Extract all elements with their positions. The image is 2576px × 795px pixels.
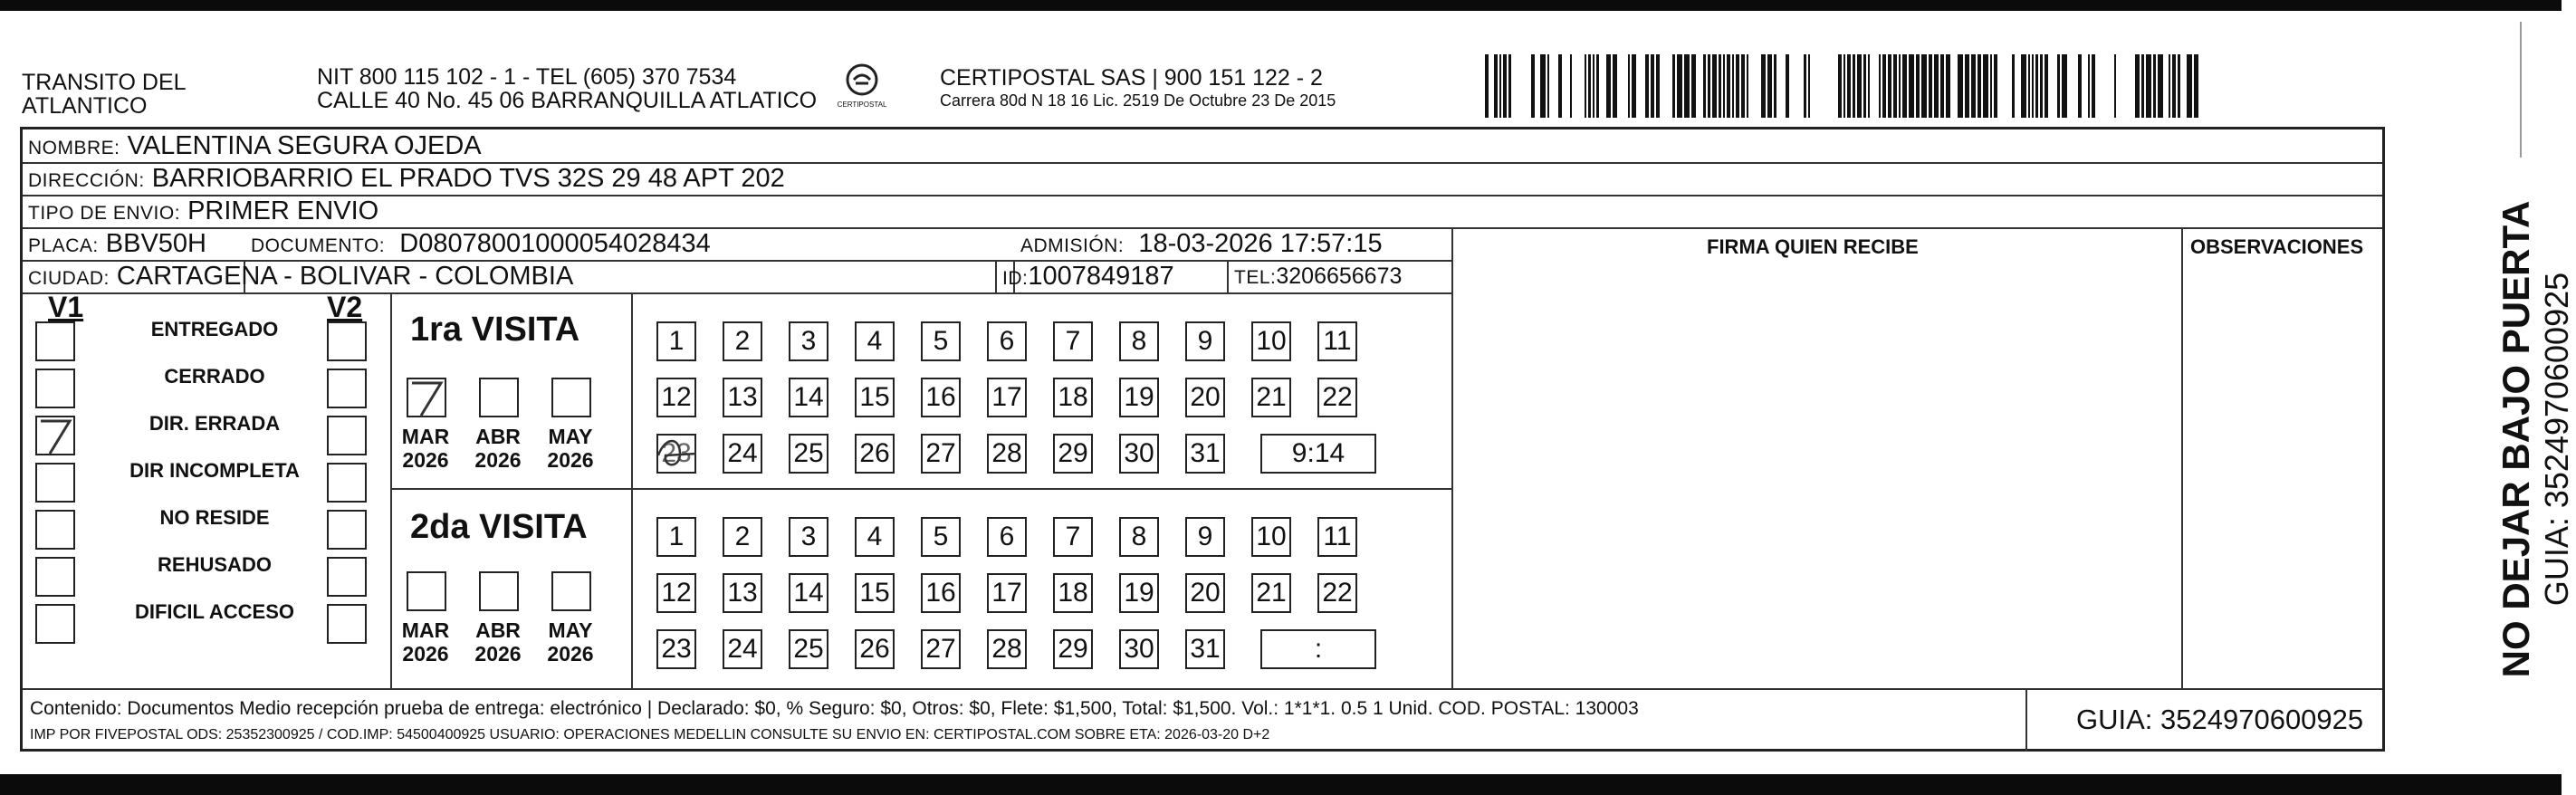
barcode-bar <box>1934 54 1939 118</box>
month-label: MAR 2026 <box>401 618 450 666</box>
month-label: MAY 2026 <box>547 618 594 666</box>
barcode-bar <box>1893 54 1897 118</box>
barcode-bar <box>1899 54 1901 118</box>
barcode-bar <box>2092 54 2095 118</box>
certipostal-logo: CERTIPOSTAL <box>826 63 898 114</box>
tipo-envio-row: TIPO DE ENVIO: PRIMER ENVIO <box>28 196 379 225</box>
barcode-bar <box>1994 54 1997 118</box>
firma-area[interactable] <box>1455 262 2179 685</box>
right-margin-line <box>2520 22 2522 158</box>
month-checkbox[interactable] <box>551 571 591 611</box>
day-box[interactable]: 17 <box>987 573 1027 613</box>
day-box[interactable]: 12 <box>656 378 696 417</box>
month-checkbox[interactable] <box>479 571 519 611</box>
barcode-bar <box>1585 54 1586 118</box>
day-box[interactable]: 6 <box>987 517 1027 557</box>
barcode-bar <box>2194 54 2198 118</box>
second-visit-title: 2da VISITA <box>410 508 588 546</box>
barcode-bar <box>1547 54 1549 118</box>
day-box[interactable]: 28 <box>987 629 1027 669</box>
barcode-bar <box>1632 54 1636 118</box>
v2-header: V2 <box>327 291 363 323</box>
barcode-bar <box>1508 54 1511 118</box>
barcode-bar <box>2028 54 2030 118</box>
day-box[interactable]: 18 <box>1053 573 1093 613</box>
day-box[interactable]: 9 <box>1185 321 1225 361</box>
day-box[interactable]: 19 <box>1119 573 1159 613</box>
day-box[interactable]: 9 <box>1185 517 1225 557</box>
day-box[interactable]: 25 <box>789 629 828 669</box>
v2-checkbox[interactable] <box>327 604 367 644</box>
barcode-bar <box>2032 54 2034 118</box>
status-option-label: ENTREGADO <box>150 318 279 340</box>
barcode-bar <box>1971 54 1976 118</box>
day-box[interactable]: 20 <box>1185 573 1225 613</box>
admision-field: ADMISIÓN: 18-03-2026 17:57:15 <box>1020 229 1383 258</box>
barcode-bar <box>1888 54 1891 118</box>
day-box[interactable]: 13 <box>723 573 762 613</box>
day-box[interactable]: 17 <box>987 378 1027 417</box>
day-box[interactable]: 16 <box>921 378 961 417</box>
barcode-bar <box>1712 54 1717 118</box>
barcode-bar <box>1965 54 1969 118</box>
barcode-bar <box>1531 54 1535 118</box>
barcode-bar <box>1708 54 1710 118</box>
v2-checkbox[interactable] <box>327 321 367 361</box>
day-box[interactable]: 20 <box>1185 378 1225 417</box>
barcode-bar <box>1909 54 1914 118</box>
day-box[interactable]: 14 <box>789 573 828 613</box>
barcode-bar <box>1593 54 1594 118</box>
barcode-bar <box>1786 54 1789 118</box>
month-label: ABR 2026 <box>474 425 522 472</box>
day-box[interactable]: 29 <box>1053 629 1093 669</box>
barcode-bar <box>1879 54 1881 118</box>
barcode-bar <box>1645 54 1649 118</box>
day-box[interactable]: 13 <box>723 378 762 417</box>
barcode-bar <box>1499 54 1501 118</box>
barcode-bar <box>2169 54 2170 118</box>
barcode-bar <box>2187 54 2192 118</box>
v1-checkbox[interactable] <box>35 416 75 455</box>
time-box[interactable]: 9:14 <box>1260 434 1376 474</box>
barcode-bar <box>2057 54 2060 118</box>
barcode-bar <box>1485 54 1489 118</box>
v1-header: V1 <box>48 291 84 323</box>
month-checkbox[interactable] <box>479 378 519 417</box>
nombre-row: NOMBRE: VALENTINA SEGURA OJEDA <box>28 131 482 160</box>
day-box[interactable]: 1 <box>656 321 696 361</box>
day-box[interactable]: 27 <box>921 434 961 474</box>
barcode-bar <box>2114 54 2116 118</box>
barcode-bar <box>1990 54 1992 118</box>
direccion-row: DIRECCIÓN: BARRIOBARRIO EL PRADO TVS 32S 29 48 APT 202 <box>28 164 785 193</box>
barcode-bar <box>2035 54 2038 118</box>
day-box[interactable]: 27 <box>921 629 961 669</box>
barcode-bar <box>2040 54 2043 118</box>
barcode-bar <box>2135 54 2140 118</box>
v1-checkbox[interactable] <box>35 463 75 503</box>
barcode-bar <box>1761 54 1766 118</box>
barcode-bar <box>1727 54 1730 118</box>
tipo-envio-value: PRIMER ENVIO <box>187 196 379 225</box>
barcode-bar <box>1723 54 1725 118</box>
day-box[interactable]: 26 <box>855 434 895 474</box>
barcode-bar <box>2021 54 2026 118</box>
barcode-bar <box>2141 54 2144 118</box>
barcode-bar <box>1916 54 1920 118</box>
barcode-bar <box>1847 54 1851 118</box>
v1-checkbox[interactable] <box>35 369 75 408</box>
day-box[interactable]: 15 <box>855 378 895 417</box>
barcode-bar <box>1946 54 1950 118</box>
tel-field: TEL:3206656673 <box>1234 263 1403 289</box>
barcode-bar <box>2153 54 2156 118</box>
day-box[interactable]: 30 <box>1119 629 1159 669</box>
observaciones-header: OBSERVACIONES <box>2190 235 2364 258</box>
day-box[interactable]: 31 <box>1185 629 1225 669</box>
barcode-bar <box>1494 54 1498 118</box>
barcode-bar <box>2158 54 2163 118</box>
day-box[interactable]: 2 <box>723 517 762 557</box>
month-label: MAR 2026 <box>401 425 450 472</box>
barcode-bar <box>1857 54 1862 118</box>
barcode-bar <box>1672 54 1675 118</box>
delivery-form <box>20 127 2385 752</box>
logo-icon <box>843 63 881 96</box>
barcode-bar <box>1808 54 1810 118</box>
month-checkbox[interactable] <box>407 571 446 611</box>
placa-field: PLACA: BBV50H <box>28 229 206 258</box>
v1-checkbox[interactable] <box>35 604 75 644</box>
barcode-bar <box>1804 54 1806 118</box>
barcode-bar <box>2146 54 2151 118</box>
day-box[interactable]: 31 <box>1185 434 1225 474</box>
day-box[interactable]: 7 <box>1053 517 1093 557</box>
day-box[interactable]: 19 <box>1119 378 1159 417</box>
day-box[interactable]: 22 <box>1317 378 1357 417</box>
day-box[interactable]: 21 <box>1251 378 1291 417</box>
barcode-bar <box>1613 54 1617 118</box>
company-info: CERTIPOSTAL SAS | 900 151 122 - 2 Carrera 80d N 18 16 Lic. 2519 De Octubre 23 De 2015 <box>940 65 1336 110</box>
status-option-label: DIR INCOMPLETA <box>129 459 300 482</box>
first-visit-title: 1ra VISITA <box>410 311 580 349</box>
barcode-bar <box>1719 54 1721 118</box>
barcode-bar <box>1628 54 1630 118</box>
barcode-bar <box>1902 54 1907 118</box>
day-box[interactable]: 8 <box>1119 517 1159 557</box>
nombre-value: VALENTINA SEGURA OJEDA <box>127 131 482 160</box>
barcode-bar <box>1940 54 1944 118</box>
status-option-label: DIR. ERRADA <box>148 412 281 435</box>
day-box[interactable]: 26 <box>855 629 895 669</box>
barcode-bar <box>2045 54 2048 118</box>
barcode-bar <box>1570 54 1572 118</box>
barcode-bar <box>1741 54 1745 118</box>
top-scan-bar <box>0 0 2562 11</box>
barcode-bar <box>1958 54 1963 118</box>
barcode-bar <box>1929 54 1932 118</box>
v1-checkbox[interactable] <box>35 510 75 550</box>
barcode-bar <box>1606 54 1611 118</box>
v2-checkbox[interactable] <box>327 463 367 503</box>
barcode-bar <box>2088 54 2090 118</box>
v2-checkbox[interactable] <box>327 416 367 455</box>
barcode-bar <box>1703 54 1706 118</box>
ciudad-field: CIUDAD: CARTAGENA - BOLIVAR - COLOMBIA <box>28 262 574 291</box>
barcode-bar <box>1732 54 1734 118</box>
barcode-bar <box>2172 54 2176 118</box>
v1-checkbox[interactable] <box>35 557 75 597</box>
time-box[interactable]: : <box>1260 629 1376 669</box>
v2-checkbox[interactable] <box>327 557 367 597</box>
id-field: ID:1007849187 <box>1002 262 1174 291</box>
day-box[interactable]: 24 <box>723 629 762 669</box>
day-box[interactable]: 10 <box>1251 517 1291 557</box>
barcode-bar <box>1863 54 1866 118</box>
status-option-label: REHUSADO <box>158 553 272 576</box>
footer-guia: GUIA: 3524970600925 <box>2076 704 2364 735</box>
day-box[interactable]: 29 <box>1053 434 1093 474</box>
barcode-bar <box>1868 54 1870 118</box>
barcode-bar <box>2062 54 2067 118</box>
barcode-bar <box>1677 54 1682 118</box>
barcode-bar <box>1651 54 1654 118</box>
day-box[interactable]: 1 <box>656 517 696 557</box>
barcode-bar <box>2012 54 2015 118</box>
barcode-bar <box>1983 54 1988 118</box>
day-box[interactable]: 15 <box>855 573 895 613</box>
nit-info: NIT 800 115 102 - 1 - TEL (605) 370 7534 CALLE 40 No. 45 06 BARRANQUILLA ATLATICO <box>317 64 818 113</box>
barcode-bar <box>1558 54 1562 118</box>
status-option-label: NO RESIDE <box>159 506 270 529</box>
day-box[interactable]: 16 <box>921 573 961 613</box>
barcode-bar <box>1656 54 1660 118</box>
barcode-bar <box>2078 54 2082 118</box>
day-box[interactable]: 24 <box>723 434 762 474</box>
barcode-bar <box>1540 54 1546 118</box>
barcode-bar <box>1774 54 1776 118</box>
bottom-scan-bar <box>0 774 2562 795</box>
barcode-bar <box>1691 54 1696 118</box>
barcode-bar <box>1747 54 1748 118</box>
barcode-bar <box>1736 54 1739 118</box>
barcode-bar <box>1767 54 1772 118</box>
side-warning: NO DEJAR BAJO PUERTA GUIA: 3524970600925 <box>2495 200 2575 678</box>
day-box[interactable]: 30 <box>1119 434 1159 474</box>
documento-field: DOCUMENTO: D08078001000054028434 <box>251 229 711 258</box>
day-box[interactable]: 3 <box>789 517 828 557</box>
day-box[interactable]: 21 <box>1251 573 1291 613</box>
day-box[interactable]: 2 <box>723 321 762 361</box>
day-box[interactable]: 7 <box>1053 321 1093 361</box>
direccion-value: BARRIOBARRIO EL PRADO TVS 32S 29 48 APT 202 <box>151 164 785 193</box>
barcode-bar <box>1838 54 1842 118</box>
month-label: ABR 2026 <box>474 618 522 666</box>
v1-checkbox[interactable] <box>35 321 75 361</box>
day-box[interactable]: 4 <box>855 517 895 557</box>
day-box[interactable]: 5 <box>921 321 961 361</box>
v2-checkbox[interactable] <box>327 510 367 550</box>
day-box[interactable]: 25 <box>789 434 828 474</box>
day-box[interactable]: 5 <box>921 517 961 557</box>
month-label: MAY 2026 <box>547 425 594 472</box>
barcode-bar <box>2178 54 2180 118</box>
day-box[interactable]: 3 <box>789 321 828 361</box>
day-box[interactable]: 8 <box>1119 321 1159 361</box>
footer-contents: Contenido: Documentos Medio recepción prueba de entrega: electrónico | Declarado: $0, % Seguro: $0, Otros: $0, Flete: $1,500, Total: $1,500. Vol.: 1*1*1. 0.5 1 Unid. COD. POSTAL: 130003 <box>30 698 1639 719</box>
day-box[interactable]: 12 <box>656 573 696 613</box>
day-box[interactable]: 14 <box>789 378 828 417</box>
day-mark <box>653 428 704 485</box>
day-box[interactable]: 10 <box>1251 321 1291 361</box>
v2-checkbox[interactable] <box>327 369 367 408</box>
status-option-label: DIFICIL ACCESO <box>134 600 294 623</box>
day-box[interactable]: 18 <box>1053 378 1093 417</box>
day-box[interactable]: 4 <box>855 321 895 361</box>
status-option-label: CERRADO <box>164 365 265 388</box>
day-box[interactable]: 11 <box>1317 321 1357 361</box>
day-box[interactable]: 23 <box>656 629 696 669</box>
barcode-bar <box>1977 54 1981 118</box>
month-checkbox[interactable] <box>551 378 591 417</box>
firma-header: FIRMA QUIEN RECIBE <box>1707 235 1919 258</box>
footer-impression: IMP POR FIVEPOSTAL ODS: 25352300925 / COD.IMP: 54500400925 USUARIO: OPERACIONES MEDELLIN CONSULTE SU ENVIO EN: CERTIPOSTAL.COM SOBRE ETA: 2026-03-20 D+2 <box>30 727 1270 742</box>
organization-name: TRANSITO DEL ATLANTICO <box>22 70 187 119</box>
barcode-bar <box>1596 54 1599 118</box>
day-box[interactable]: 11 <box>1317 517 1357 557</box>
barcode-bar <box>1882 54 1886 118</box>
day-box[interactable]: 23 <box>656 434 696 474</box>
barcode-bar <box>1684 54 1690 118</box>
barcode-bar <box>1503 54 1507 118</box>
observaciones-area[interactable] <box>2185 262 2380 685</box>
month-checkbox[interactable] <box>407 378 446 417</box>
day-box[interactable]: 6 <box>987 321 1027 361</box>
day-box[interactable]: 28 <box>987 434 1027 474</box>
barcode <box>1485 54 2209 118</box>
barcode-bar <box>1843 54 1845 118</box>
barcode-bar <box>1921 54 1927 118</box>
barcode-bar <box>1853 54 1855 118</box>
barcode-bar <box>1588 54 1591 118</box>
day-box[interactable]: 22 <box>1317 573 1357 613</box>
